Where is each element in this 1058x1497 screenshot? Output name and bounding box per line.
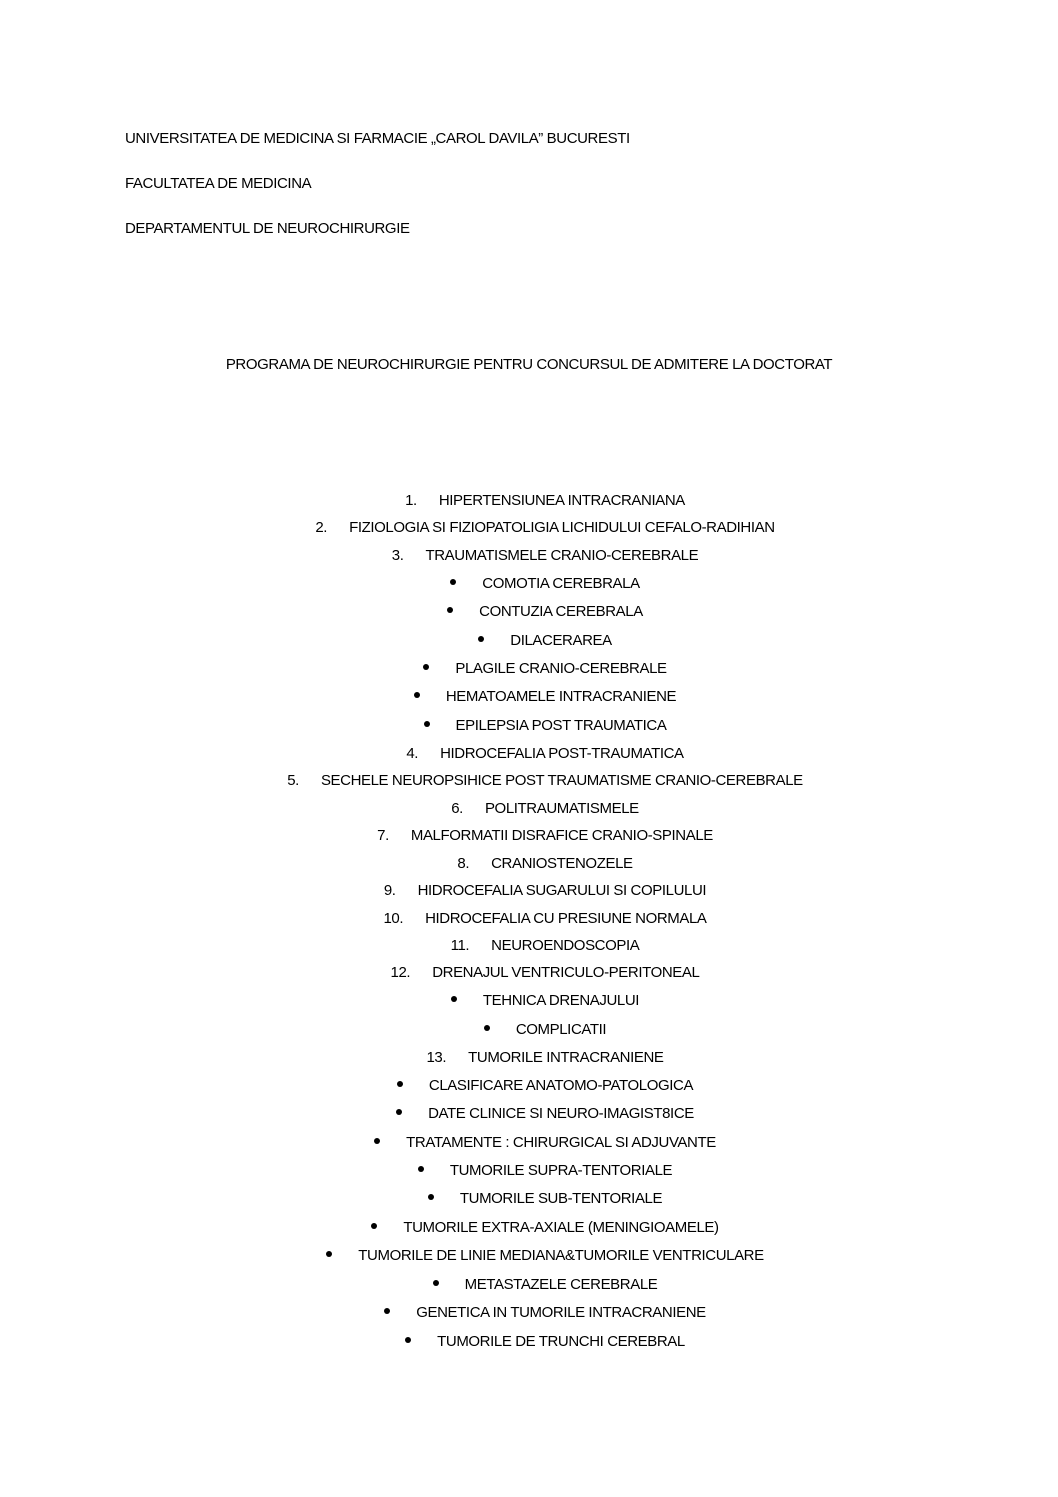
list-item bbox=[32, 1247, 1058, 1265]
item-number: 8. bbox=[457, 855, 470, 872]
item-number: 4. bbox=[406, 745, 419, 762]
item-text: CONTUZIA CEREBRALA bbox=[479, 603, 643, 620]
item-text: TUMORILE DE LINIE MEDIANA&TUMORILE VENTRICULARE bbox=[358, 1247, 764, 1264]
list-item bbox=[32, 910, 1058, 928]
item-number: 13. bbox=[426, 1049, 447, 1066]
list-item bbox=[32, 1021, 1058, 1039]
item-text: MALFORMATII DISRAFICE CRANIO-SPINALE bbox=[410, 827, 713, 844]
bullet-icon bbox=[424, 721, 430, 727]
university-name: UNIVERSITATEA DE MEDICINA SI FARMACIE „CAROL DAVILA” BUCURESTI bbox=[125, 130, 630, 147]
document-title: PROGRAMA DE NEUROCHIRURGIE PENTRU CONCURSUL DE ADMITERE LA DOCTORAT bbox=[225, 356, 833, 373]
item-text: EPILEPSIA POST TRAUMATICA bbox=[455, 717, 667, 734]
item-text: COMOTIA CEREBRALA bbox=[482, 575, 640, 592]
item-text: DATE CLINICE SI NEURO-IMAGIST8ICE bbox=[428, 1105, 694, 1122]
list-item bbox=[32, 1219, 1058, 1237]
item-text: TUMORILE SUPRA-TENTORIALE bbox=[449, 1162, 673, 1179]
list-item bbox=[32, 688, 1058, 706]
item-number: 9. bbox=[383, 882, 396, 899]
item-text: HEMATOAMELE INTRACRANIENE bbox=[445, 688, 677, 705]
item-text: SECHELE NEUROPSIHICE POST TRAUMATISME CRANIO-CEREBRALE bbox=[320, 772, 803, 789]
item-text: GENETICA IN TUMORILE INTRACRANIENE bbox=[416, 1304, 706, 1321]
item-text: TUMORILE EXTRA-AXIALE (MENINGIOAMELE) bbox=[403, 1219, 719, 1236]
list-item bbox=[32, 1077, 1058, 1095]
bullet-icon bbox=[371, 1223, 377, 1229]
item-text: TEHNICA DRENAJULUI bbox=[482, 992, 640, 1009]
item-number: 11. bbox=[450, 937, 470, 954]
item-text: CLASIFICARE ANATOMO-PATOLOGICA bbox=[428, 1077, 694, 1094]
bullet-icon bbox=[484, 1025, 490, 1031]
item-text: TRATAMENTE : CHIRURGICAL SI ADJUVANTE bbox=[406, 1134, 716, 1151]
bullet-icon bbox=[397, 1081, 403, 1087]
list-item bbox=[32, 492, 1058, 510]
bullet-icon bbox=[433, 1280, 439, 1286]
list-item bbox=[32, 937, 1058, 955]
list-item bbox=[32, 772, 1058, 790]
item-number: 6. bbox=[451, 800, 463, 817]
list-item bbox=[32, 660, 1058, 678]
bullet-icon bbox=[396, 1109, 402, 1115]
bullet-icon bbox=[450, 579, 456, 585]
list-item bbox=[32, 1333, 1058, 1351]
list-item bbox=[32, 1304, 1058, 1322]
bullet-icon bbox=[418, 1166, 424, 1172]
department-name: DEPARTAMENTUL DE NEUROCHIRURGIE bbox=[125, 220, 410, 237]
list-item bbox=[32, 547, 1058, 565]
list-item bbox=[32, 1105, 1058, 1123]
item-number: 1. bbox=[405, 492, 417, 509]
list-item bbox=[32, 575, 1058, 593]
bullet-icon bbox=[423, 664, 429, 670]
item-text: FIZIOLOGIA SI FIZIOPATOLIGIA LICHIDULUI CEFALO-RADIHIAN bbox=[349, 519, 775, 536]
list-item bbox=[32, 992, 1058, 1010]
item-text: HIDROCEFALIA SUGARULUI SI COPILULUI bbox=[417, 882, 707, 899]
item-text: COMPLICATII bbox=[515, 1021, 607, 1038]
bullet-icon bbox=[384, 1308, 390, 1314]
bullet-icon bbox=[326, 1251, 332, 1257]
list-item bbox=[32, 1134, 1058, 1152]
list-item bbox=[32, 855, 1058, 873]
item-text: NEUROENDOSCOPIA bbox=[491, 937, 640, 954]
list-item bbox=[32, 1049, 1058, 1067]
bullet-icon bbox=[414, 692, 420, 698]
item-text: METASTAZELE CEREBRALE bbox=[464, 1276, 658, 1293]
item-text: TUMORILE SUB-TENTORIALE bbox=[459, 1190, 663, 1207]
list-item bbox=[32, 964, 1058, 982]
bullet-icon bbox=[478, 636, 484, 642]
bullet-icon bbox=[451, 996, 457, 1002]
bullet-icon bbox=[447, 607, 453, 613]
item-text: TUMORILE DE TRUNCHI CEREBRAL bbox=[437, 1333, 685, 1350]
list-item bbox=[32, 632, 1058, 650]
item-number: 7. bbox=[377, 827, 389, 844]
item-text: PLAGILE CRANIO-CEREBRALE bbox=[455, 660, 667, 677]
list-item bbox=[32, 717, 1058, 735]
item-text: POLITRAUMATISMELE bbox=[484, 800, 639, 817]
list-item bbox=[32, 800, 1058, 818]
list-item bbox=[32, 882, 1058, 900]
item-text: CRANIOSTENOZELE bbox=[491, 855, 633, 872]
item-text: TRAUMATISMELE CRANIO-CEREBRALE bbox=[425, 547, 699, 564]
list-item bbox=[32, 745, 1058, 763]
item-number: 10. bbox=[383, 910, 404, 927]
item-text: HIPERTENSIUNEA INTRACRANIANA bbox=[438, 492, 685, 509]
item-text: HIDROCEFALIA POST-TRAUMATICA bbox=[440, 745, 684, 762]
item-number: 5. bbox=[287, 772, 299, 789]
item-number: 12. bbox=[390, 964, 411, 981]
list-item bbox=[32, 603, 1058, 621]
item-text: DILACERAREA bbox=[510, 632, 612, 649]
bullet-icon bbox=[428, 1194, 434, 1200]
list-item bbox=[32, 1190, 1058, 1208]
faculty-name: FACULTATEA DE MEDICINA bbox=[125, 175, 312, 192]
item-text: DRENAJUL VENTRICULO-PERITONEAL bbox=[432, 964, 700, 981]
list-item bbox=[32, 827, 1058, 845]
item-text: HIDROCEFALIA CU PRESIUNE NORMALA bbox=[425, 910, 707, 927]
bullet-icon bbox=[405, 1337, 411, 1343]
bullet-icon bbox=[374, 1138, 380, 1144]
item-number: 2. bbox=[315, 519, 328, 536]
list-item bbox=[32, 1162, 1058, 1180]
list-item bbox=[32, 1276, 1058, 1294]
list-item bbox=[32, 519, 1058, 537]
item-text: TUMORILE INTRACRANIENE bbox=[468, 1049, 664, 1066]
item-number: 3. bbox=[391, 547, 404, 564]
